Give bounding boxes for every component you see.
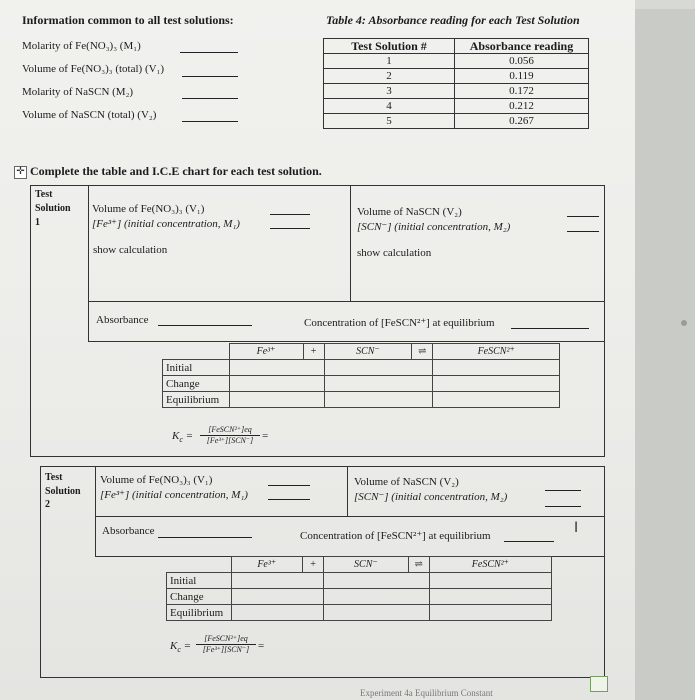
- row-label: Equilibrium: [167, 605, 232, 621]
- table-cell[interactable]: [429, 605, 551, 621]
- row-label: Change: [163, 376, 230, 392]
- row-label: Equilibrium: [163, 392, 230, 408]
- table-cell[interactable]: [323, 573, 429, 589]
- table-row: [167, 589, 552, 605]
- blank-line[interactable]: [511, 328, 589, 329]
- scroll-dot: [681, 320, 687, 326]
- solution-number: 2: [45, 499, 50, 510]
- ice-table-2: [166, 556, 552, 621]
- table-row: [324, 69, 589, 84]
- table-cell[interactable]: [433, 376, 560, 392]
- vol-fe-label: Volume of Fe(NO₃)₃ (V₁): [100, 474, 213, 486]
- table-cell[interactable]: [433, 392, 560, 408]
- table-cell[interactable]: [433, 360, 560, 376]
- blank-line[interactable]: [545, 506, 581, 507]
- kc-label: $K_c$ =: [172, 430, 194, 445]
- table-header: Test Solution #: [324, 39, 455, 54]
- kc-fraction: [200, 425, 260, 446]
- document-icon: [590, 676, 608, 692]
- blank-line[interactable]: [158, 325, 252, 326]
- table-cell: 0.172: [455, 84, 589, 99]
- table-cell: 0.267: [455, 114, 589, 129]
- blank-line[interactable]: [567, 216, 599, 217]
- table-header: +: [302, 557, 323, 573]
- table-row: [324, 114, 589, 129]
- table-cell: 5: [324, 114, 455, 129]
- common-row-volume-scn: Volume of NaSCN (total) (V₂): [22, 109, 157, 121]
- conc-eq-label: Concentration of [FeSCN²⁺] at equilibrium: [300, 530, 491, 542]
- table-cell: 3: [324, 84, 455, 99]
- vol-scn-label: Volume of NaSCN (V₂): [354, 476, 459, 488]
- table-header: +: [303, 344, 324, 360]
- blank-line[interactable]: [268, 499, 310, 500]
- table-row: [324, 84, 589, 99]
- divider: [350, 185, 351, 301]
- table-header: Fe³⁺: [231, 557, 302, 573]
- table-move-handle-icon[interactable]: ✛: [14, 166, 27, 179]
- blank-line[interactable]: [268, 485, 310, 486]
- table-cell[interactable]: [229, 360, 324, 376]
- kc-equals: =: [258, 640, 265, 652]
- table-row: [163, 376, 560, 392]
- table-cell[interactable]: [231, 605, 323, 621]
- table-cell[interactable]: [324, 376, 433, 392]
- table-cell: 0.056: [455, 54, 589, 69]
- absorbance-label: Absorbance: [102, 525, 155, 537]
- table-cell[interactable]: [429, 589, 551, 605]
- common-row-molarity-scn: Molarity of NaSCN (M₂): [22, 86, 134, 98]
- divider: [347, 466, 348, 516]
- table-header: SCN⁻: [323, 557, 408, 573]
- table-cell[interactable]: [231, 589, 323, 605]
- blank-line[interactable]: [180, 52, 238, 53]
- table-row: [324, 54, 589, 69]
- test-label: Test: [45, 472, 63, 483]
- blank-line[interactable]: [270, 228, 310, 229]
- table-cell: 2: [324, 69, 455, 84]
- table-row: [163, 360, 560, 376]
- table-header: [163, 344, 230, 360]
- test-label: Test: [35, 189, 53, 200]
- common-row-volume-fe: Volume of Fe(NO₃)₃ (total) (V₁): [22, 63, 165, 75]
- blank-line[interactable]: [545, 490, 581, 491]
- show-calculation-label: show calculation: [93, 244, 168, 256]
- table-header: Absorbance reading: [455, 39, 589, 54]
- ice-table-1: [162, 343, 560, 408]
- table-header: Fe³⁺: [229, 344, 303, 360]
- table-header: FeSCN²⁺: [433, 344, 560, 360]
- blank-line[interactable]: [504, 541, 554, 542]
- fe-init-label: [Fe³⁺] (initial concentration, M₁): [92, 218, 240, 230]
- blank-line[interactable]: [158, 537, 252, 538]
- show-calculation-label: show calculation: [357, 247, 432, 259]
- table-cell[interactable]: [429, 573, 551, 589]
- solution-label: Solution: [45, 486, 81, 497]
- fraction-numerator: [FeSCN²⁺]eq: [200, 425, 260, 436]
- table-row: [324, 99, 589, 114]
- table-cell[interactable]: [323, 589, 429, 605]
- blank-line[interactable]: [182, 121, 238, 122]
- table-cell: 1: [324, 54, 455, 69]
- table-header: [167, 557, 232, 573]
- table-cell: 4: [324, 99, 455, 114]
- blank-line[interactable]: [182, 98, 238, 99]
- fraction-numerator: [FeSCN²⁺]eq: [196, 634, 256, 645]
- absorbance-label: Absorbance: [96, 314, 149, 326]
- table-cell[interactable]: [229, 376, 324, 392]
- kc-fraction: [196, 634, 256, 655]
- table-header: SCN⁻: [324, 344, 412, 360]
- footer-text: Experiment 4a Equilibrium Constant: [360, 688, 493, 698]
- conc-eq-label: Concentration of [FeSCN²⁺] at equilibrium: [304, 317, 495, 329]
- table-cell[interactable]: [324, 360, 433, 376]
- solution-number: 1: [35, 217, 40, 228]
- blank-line[interactable]: [567, 231, 599, 232]
- blank-line[interactable]: [182, 76, 238, 77]
- common-row-molarity-fe: Molarity of Fe(NO₃)₃ (M₁): [22, 40, 141, 52]
- table-header: ⇌: [408, 557, 429, 573]
- fe-init-label: [Fe³⁺] (initial concentration, M₁): [100, 489, 248, 501]
- text-cursor-icon: I: [574, 520, 579, 536]
- table-cell[interactable]: [229, 392, 324, 408]
- table-header: ⇌: [412, 344, 433, 360]
- table4-caption: Table 4: Absorbance reading for each Test Solution: [326, 13, 580, 27]
- table-cell[interactable]: [231, 573, 323, 589]
- fraction-denominator: [Fe³⁺][SCN⁻]: [206, 436, 254, 445]
- table-row: [163, 392, 560, 408]
- kc-label: $K_c$ =: [170, 640, 192, 655]
- table-row: [167, 573, 552, 589]
- instruction-text: Complete the table and I.C.E chart for each test solution.: [30, 164, 322, 178]
- table-header: FeSCN²⁺: [429, 557, 551, 573]
- scn-init-label: [SCN⁻] (initial concentration, M₂): [357, 221, 511, 233]
- absorbance-table: [323, 38, 589, 129]
- scn-init-label: [SCN⁻] (initial concentration, M₂): [354, 491, 508, 503]
- vol-scn-label: Volume of NaSCN (V₂): [357, 206, 462, 218]
- row-label: Change: [167, 589, 232, 605]
- table-cell: 0.119: [455, 69, 589, 84]
- table-row: [167, 605, 552, 621]
- vol-fe-label: Volume of Fe(NO₃)₃ (V₁): [92, 203, 205, 215]
- row-label: Initial: [167, 573, 232, 589]
- table-cell: 0.212: [455, 99, 589, 114]
- table-cell[interactable]: [324, 392, 433, 408]
- table-cell[interactable]: [323, 605, 429, 621]
- kc-equals: =: [262, 430, 269, 442]
- common-info-heading: Information common to all test solutions:: [22, 13, 234, 27]
- row-label: Initial: [163, 360, 230, 376]
- blank-line[interactable]: [270, 214, 310, 215]
- fraction-denominator: [Fe³⁺][SCN⁻]: [202, 645, 250, 654]
- solution-label: Solution: [35, 203, 71, 214]
